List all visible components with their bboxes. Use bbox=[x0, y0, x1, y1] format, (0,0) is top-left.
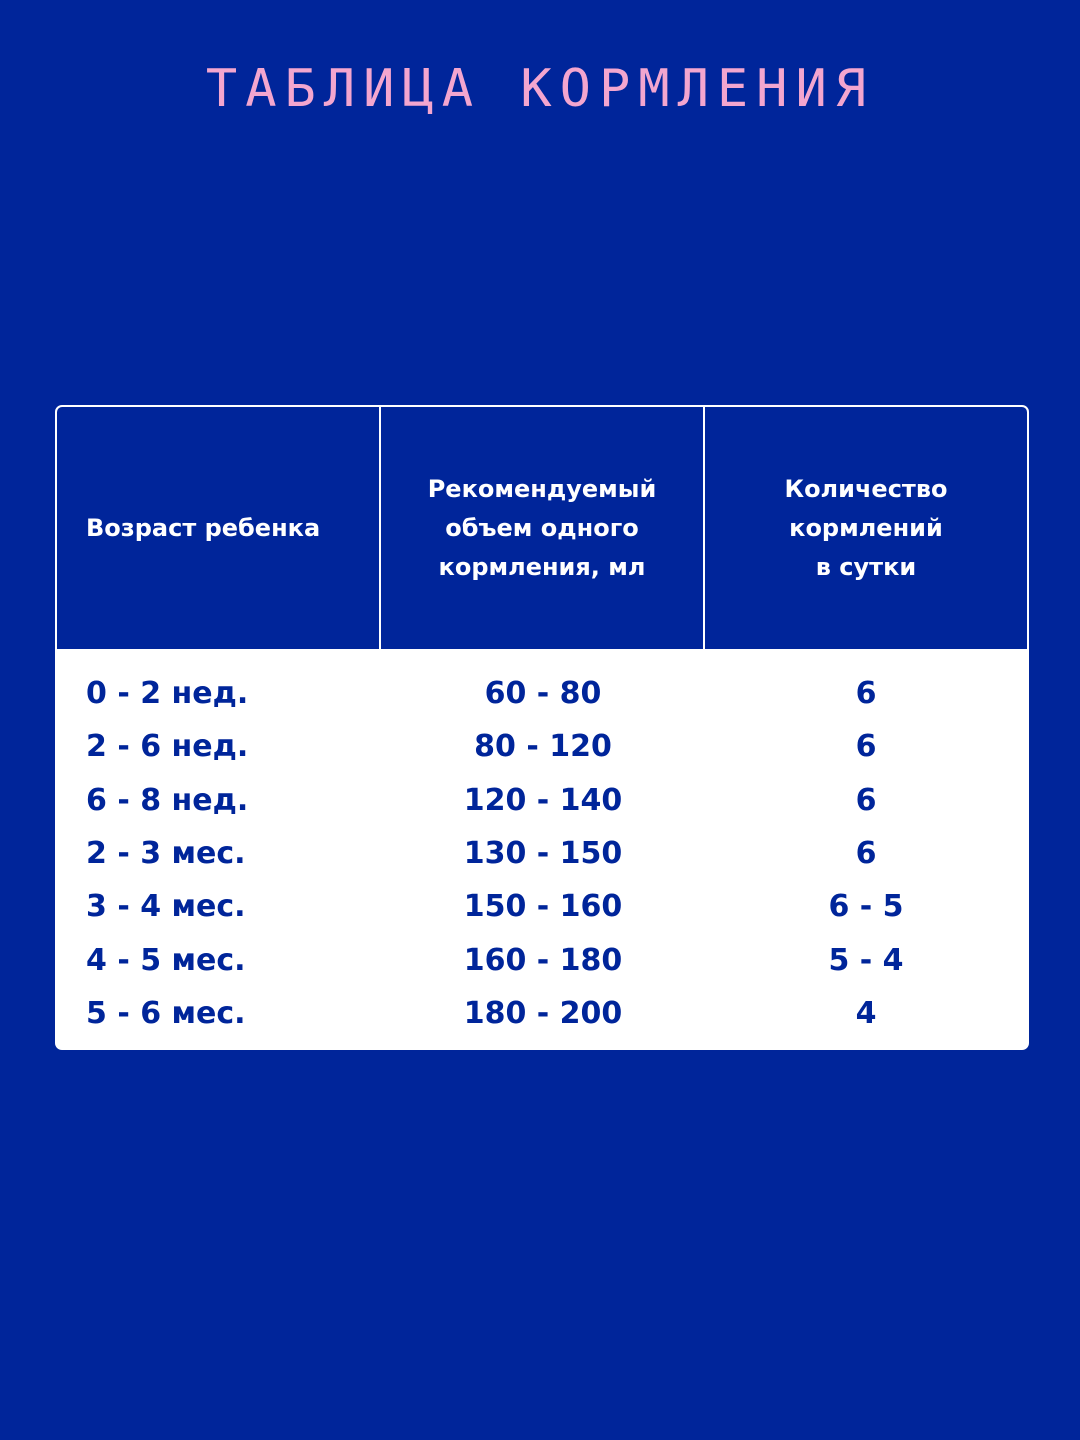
cell-volume: 150 - 160 bbox=[463, 889, 623, 925]
cell-volume: 80 - 120 bbox=[474, 729, 612, 765]
cell-age: 4 - 5 мес. bbox=[86, 942, 246, 978]
table-row bbox=[57, 933, 1027, 986]
cell-feedings: 6 bbox=[855, 782, 877, 818]
cell-age: 0 - 2 нед. bbox=[86, 676, 249, 712]
cell-volume: 130 - 150 bbox=[463, 836, 623, 872]
table-row bbox=[57, 667, 1027, 720]
header-volume: Рекомендуемый объем одного кормления, мл bbox=[381, 407, 705, 649]
cell-age: 2 - 3 мес. bbox=[86, 836, 246, 872]
table-row bbox=[57, 987, 1027, 1040]
cell-age: 3 - 4 мес. bbox=[86, 889, 246, 925]
table-row bbox=[57, 827, 1027, 880]
table-row bbox=[57, 880, 1027, 933]
cell-volume: 180 - 200 bbox=[463, 995, 623, 1031]
cell-age: 6 - 8 нед. bbox=[86, 782, 249, 818]
cell-volume: 120 - 140 bbox=[463, 782, 623, 818]
page-title: ТАБЛИЦА КОРМЛЕНИЯ bbox=[205, 59, 875, 119]
cell-age: 5 - 6 мес. bbox=[86, 995, 246, 1031]
table-body bbox=[57, 649, 1027, 1040]
cell-volume: 60 - 80 bbox=[484, 676, 602, 712]
feeding-table bbox=[55, 405, 1029, 1050]
cell-feedings: 4 bbox=[855, 995, 877, 1031]
cell-volume: 160 - 180 bbox=[463, 942, 623, 978]
header-age: Возраст ребенка bbox=[57, 407, 381, 649]
cell-feedings: 6 bbox=[855, 729, 877, 765]
cell-feedings: 6 bbox=[855, 836, 877, 872]
table-row bbox=[57, 774, 1027, 827]
header-feedings-per-day: Количество кормлений в сутки bbox=[784, 474, 948, 581]
cell-feedings: 5 - 4 bbox=[828, 942, 904, 978]
cell-feedings: 6 - 5 bbox=[828, 889, 904, 925]
cell-feedings: 6 bbox=[855, 676, 877, 712]
cell-age: 2 - 6 нед. bbox=[86, 729, 249, 765]
table-row bbox=[57, 720, 1027, 773]
table-header bbox=[57, 407, 1027, 649]
